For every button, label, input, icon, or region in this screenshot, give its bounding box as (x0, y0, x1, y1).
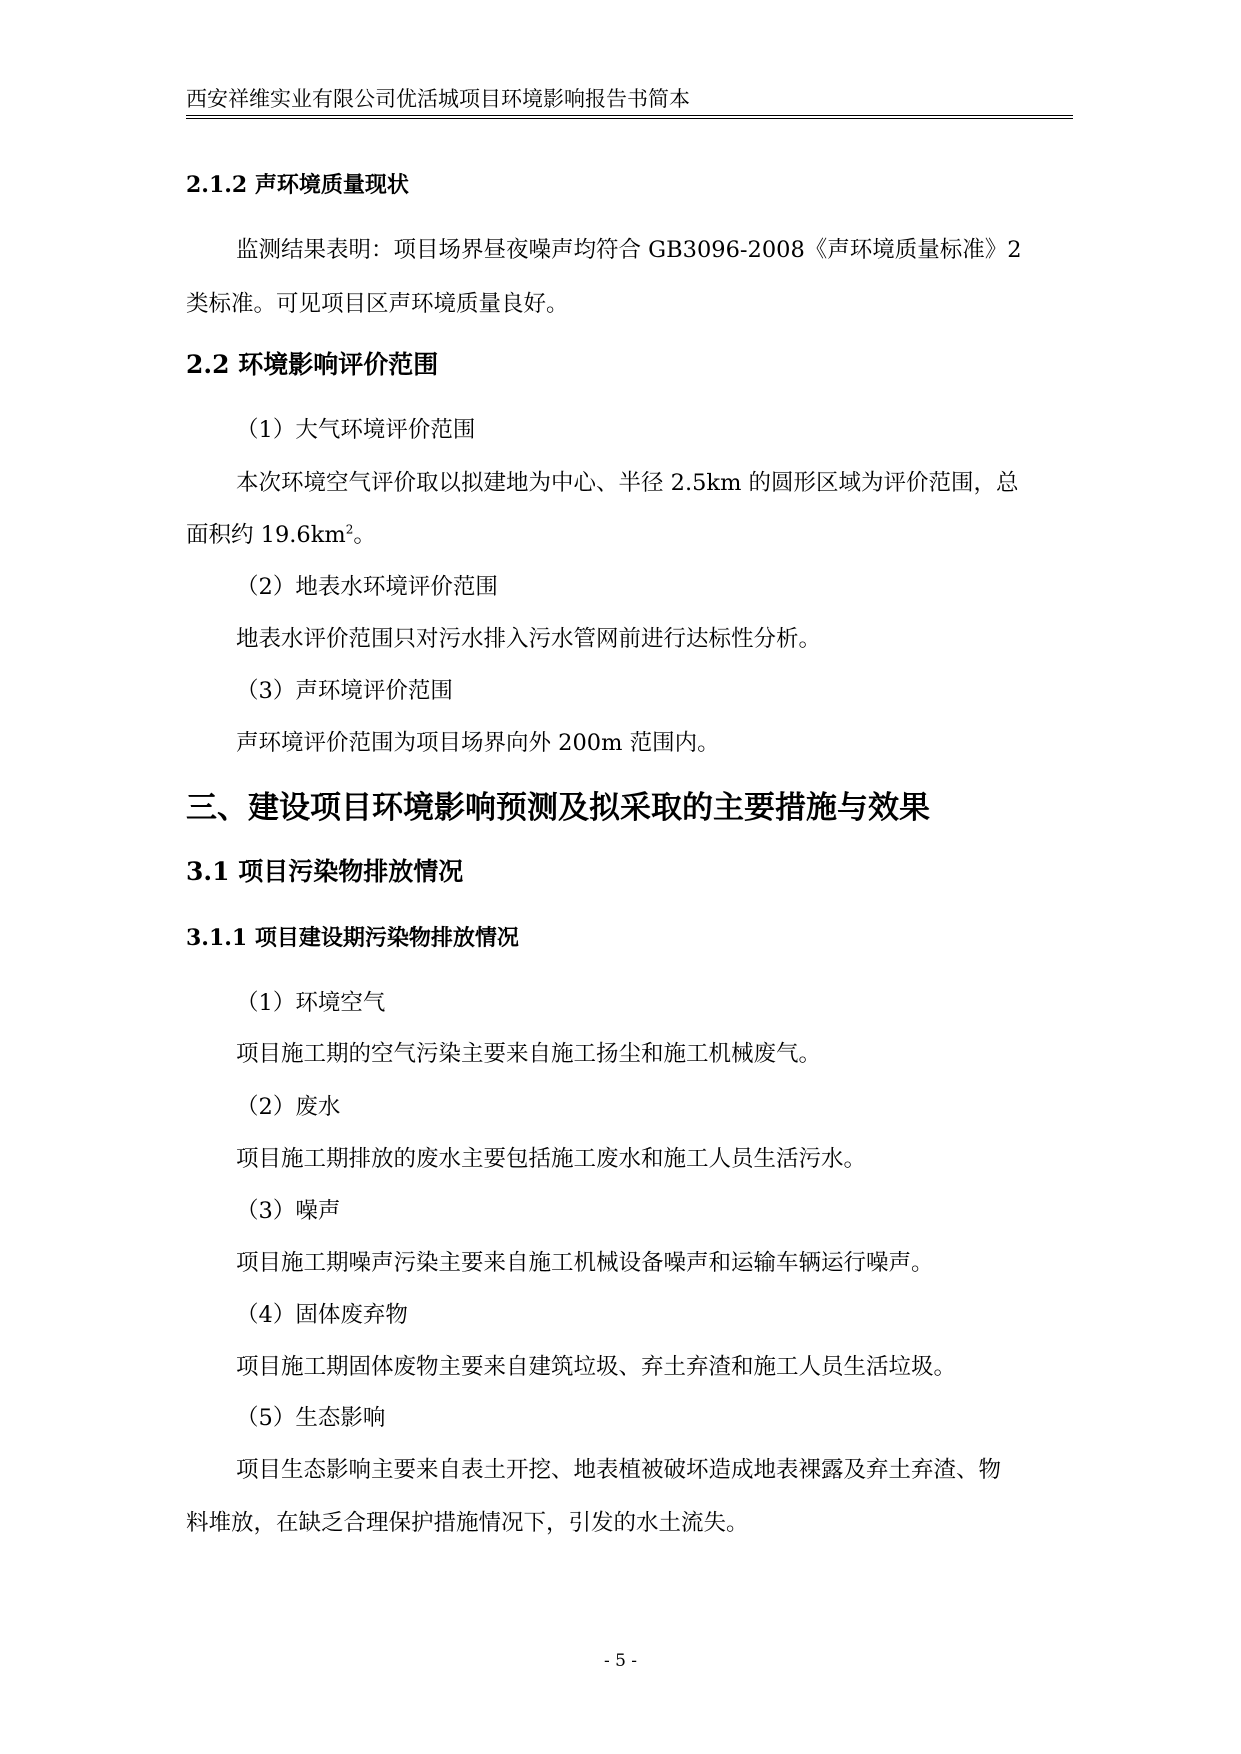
paragraph-line: 监测结果表明：项目场界昼夜噪声均符合 GB3096-2008《声环境质量标准》2 (236, 237, 1022, 263)
paragraph-line: 项目施工期的空气污染主要来自施工扬尘和施工机械废气。 (236, 1041, 822, 1067)
paragraph-line: 项目施工期排放的废水主要包括施工废水和施工人员生活污水。 (236, 1146, 867, 1172)
list-item-label: （1）环境空气 (236, 990, 386, 1016)
superscript: 2 (345, 522, 354, 537)
paragraph-line: 声环境评价范围为项目场界向外 200m 范围内。 (236, 730, 720, 756)
paragraph-line: 类标准。可见项目区声环境质量良好。 (186, 291, 569, 317)
list-item-label: （2）地表水环境评价范围 (236, 574, 498, 600)
paragraph-line: 项目生态影响主要来自表土开挖、地表植被破坏造成地表裸露及弃土弃渣、物 (236, 1457, 1002, 1483)
chapter-3-heading: 三、建设项目环境影响预测及拟采取的主要措施与效果 (186, 790, 930, 826)
paragraph-line (186, 517, 376, 549)
list-item-label: （5）生态影响 (236, 1405, 386, 1431)
paragraph-line: 地表水评价范围只对污水排入污水管网前进行达标性分析。 (236, 626, 822, 652)
paragraph-line: 项目施工期固体废物主要来自建筑垃圾、弃土弃渣和施工人员生活垃圾。 (236, 1354, 957, 1380)
header-rule-thin (186, 118, 1073, 119)
page-number: - 5 - (603, 1651, 638, 1671)
list-item-label: （3）噪声 (236, 1198, 341, 1224)
running-header: 西安祥维实业有限公司优活城项目环境影响报告书简本 (186, 87, 690, 111)
paragraph-line: 料堆放，在缺乏合理保护措施情况下，引发的水土流失。 (186, 1510, 749, 1536)
header-rule (186, 115, 1073, 116)
section-2-1-2-heading: 2.1.2 声环境质量现状 (186, 172, 409, 198)
paragraph-line: 项目施工期噪声污染主要来自施工机械设备噪声和运输车辆运行噪声。 (236, 1250, 934, 1276)
period: 。 (353, 522, 376, 548)
list-item-label: （2）废水 (236, 1094, 341, 1120)
list-item-label: （3）声环境评价范围 (236, 678, 453, 704)
section-2-2-heading: 2.2 环境影响评价范围 (186, 350, 439, 379)
section-3-1-1-heading: 3.1.1 项目建设期污染物排放情况 (186, 925, 519, 951)
list-item-label: （1）大气环境评价范围 (236, 417, 476, 443)
section-3-1-heading: 3.1 项目污染物排放情况 (186, 857, 464, 886)
paragraph-line: 本次环境空气评价取以拟建地为中心、半径 2.5km 的圆形区域为评价范围，总 (236, 470, 1019, 496)
list-item-label: （4）固体废弃物 (236, 1302, 408, 1328)
area-text: 面积约 19.6km (186, 522, 346, 548)
